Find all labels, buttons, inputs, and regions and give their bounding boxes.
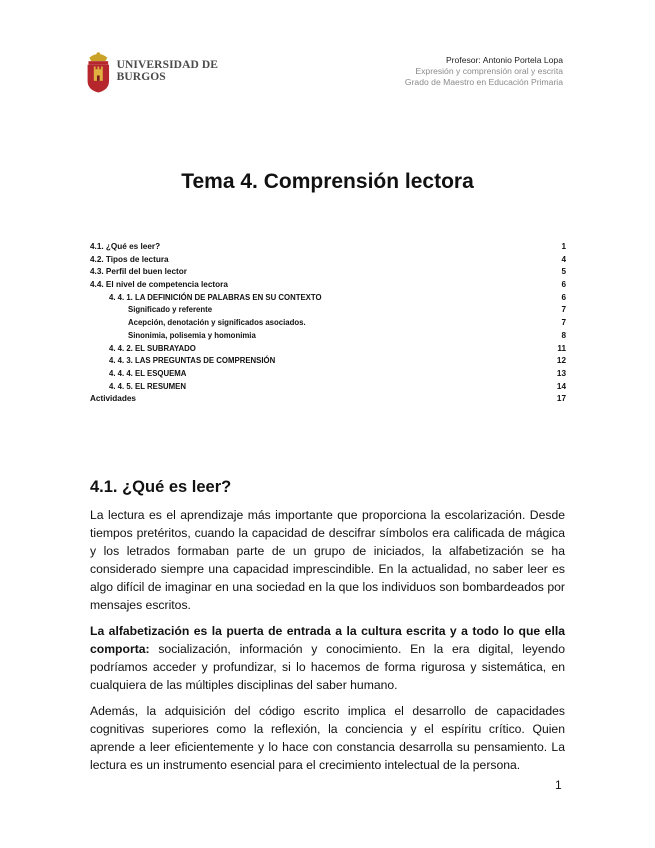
university-name: UNIVERSIDAD DE BURGOS — [116, 58, 219, 83]
toc-entry-label: Acepción, denotación y significados asociados. — [128, 318, 306, 328]
toc-entry[interactable] — [90, 266, 566, 279]
paragraph-1: La lectura es el aprendizaje más importante que proporciona la escolarización. Desde tiempos pretéritos, cuando la capacidad de descifrar símbolos era calificada de mágica y los letrados formaban parte de un grupo de iniciados, la alfabetización se ha considerado siempre una capacidad imprescindible. En la actualidad, no saber leer es algo difícil de imaginar en una sociedad en la que los individuos son bombardeados por mensajes escritos. — [90, 508, 565, 612]
toc-entry[interactable] — [90, 393, 566, 406]
university-logo — [84, 43, 254, 98]
toc-entry-page: 1 — [561, 242, 566, 251]
toc-entry[interactable] — [90, 241, 566, 254]
toc-entry-page: 14 — [556, 381, 566, 391]
toc-entry-label: 4.2. Tipos de lectura — [90, 254, 169, 264]
toc-entry-label: 4. 4. 4. EL ESQUEMA — [109, 368, 187, 378]
toc-entry-page: 6 — [561, 292, 566, 302]
page-number: 1 — [555, 778, 562, 792]
toc-entry-page: 17 — [556, 394, 566, 404]
degree-name: Grado de Maestro en Educación Primaria — [404, 77, 563, 87]
toc-entry-page: 6 — [561, 280, 566, 290]
toc-entry[interactable] — [90, 304, 566, 317]
university-crest-icon — [84, 46, 113, 96]
toc-entry[interactable] — [90, 317, 566, 330]
toc-entry-page: 12 — [556, 356, 566, 366]
toc-entry-page: 5 — [561, 267, 566, 277]
toc-entry[interactable] — [90, 292, 566, 305]
paragraph-2 — [90, 622, 565, 694]
table-of-contents — [90, 241, 566, 406]
course-name: Expresión y comprensión oral y escrita — [415, 66, 563, 76]
toc-entry-label: 4.1. ¿Qué es leer? — [90, 242, 161, 251]
section-body — [90, 506, 565, 782]
toc-entry[interactable] — [90, 330, 566, 343]
toc-entry[interactable] — [90, 355, 566, 368]
toc-entry[interactable] — [90, 279, 566, 292]
paragraph-3: Además, la adquisición del código escrito implica el desarrollo de capacidades cognitivas superiores como la reflexión, la conciencia y el espíritu crítico. Quien aprende a leer eficientemente y lo hace con constancia desarrolla su pensamiento. La lectura es un instrumento esencial para el crecimiento intelectual de la persona. — [90, 704, 565, 772]
toc-entry-label: Sinonimia, polisemia y homonimia — [128, 330, 256, 340]
paragraph-2-bold: La alfabetización es la puerta de entrada a la cultura escrita y a todo lo que ella comporta: — [90, 624, 565, 656]
toc-entry-page: 7 — [561, 318, 566, 328]
toc-entry-label: 4. 4. 5. EL RESUMEN — [109, 381, 186, 391]
toc-entry-page: 13 — [556, 368, 566, 378]
toc-entry-label: 4. 4. 1. LA DEFINICIÓN DE PALABRAS EN SU CONTEXTO — [109, 292, 322, 302]
professor-name: Profesor: Antonio Portela Lopa — [445, 55, 563, 65]
section-heading: 4.1. ¿Qué es leer? — [90, 478, 232, 496]
toc-entry-label: Significado y referente — [128, 305, 213, 315]
toc-entry-label: 4. 4. 2. EL SUBRAYADO — [109, 343, 196, 353]
paragraph-2-rest: socialización, información y conocimiento. En la era digital, leyendo podríamos acceder y profundizar, si lo hacemos de forma rigurosa y sistemática, en cualquiera de las múltiples disciplinas del saber humano. — [90, 642, 565, 692]
toc-entry[interactable] — [90, 343, 566, 356]
toc-entry-page: 11 — [557, 343, 566, 353]
document-title: Tema 4. Comprensión lectora — [181, 170, 474, 193]
toc-entry[interactable] — [90, 368, 566, 381]
toc-entry-page: 4 — [561, 254, 566, 264]
toc-entry[interactable] — [90, 254, 566, 267]
toc-entry-page: 8 — [561, 330, 566, 340]
toc-entry-label: 4. 4. 3. LAS PREGUNTAS DE COMPRENSIÓN — [109, 356, 276, 366]
toc-entry-label: 4.3. Perfil del buen lector — [90, 267, 187, 277]
document-header-info — [405, 55, 563, 88]
toc-entry-label: Actividades — [90, 394, 136, 404]
toc-entry-label: 4.4. El nivel de competencia lectora — [90, 280, 228, 290]
toc-entry[interactable] — [90, 381, 566, 394]
toc-entry-page: 7 — [561, 305, 566, 315]
